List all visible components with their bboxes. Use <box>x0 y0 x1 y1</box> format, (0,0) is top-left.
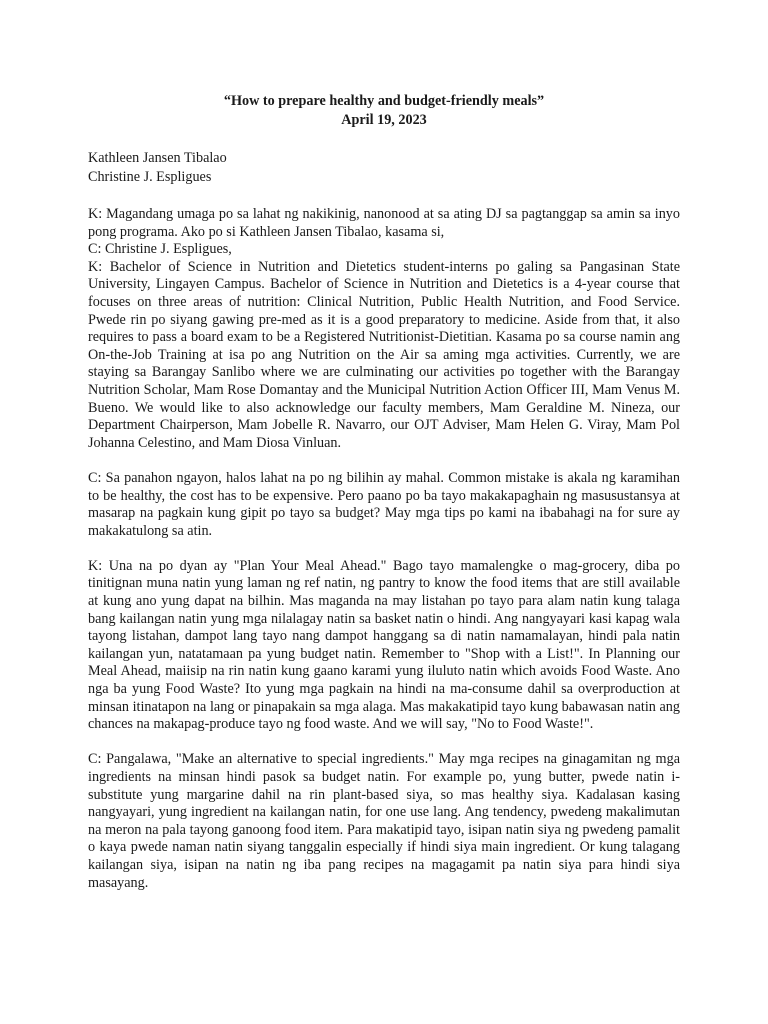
author-name: Christine J. Espligues <box>88 169 212 185</box>
author-list <box>88 149 680 187</box>
paragraph-intro <box>88 206 680 452</box>
paragraph-alternative-ingredients: C: Pangalawa, "Make an alternative to special ingredients." May mga recipes na ginagamitan ng mga ingredients na minsan hindi pasok sa budget natin. For example po, yung butter, pwede natin i-substitute yung margarine dahil na rin plant-based siya, so mas healthy siya. Kadalasan kasing nangyayari, yung ingredient na kailangan natin, for one use lang. Ang tendency, pwedeng makalimutan na meron na pala tayong ganoong food item. Para makatipid tayo, isipan natin siya ng pwedeng pamalit o kaya pwede naman natin siyang tanggalin especially if hindi siya main ingredient. Or kung talagang kailangan siya, isipan na natin ng iba pang recipes na magagamit pa natin siya para hindi siya masayang. <box>88 751 680 891</box>
document-title: “How to prepare healthy and budget-friendly meals” <box>223 93 545 109</box>
dialogue-line: K: Bachelor of Science in Nutrition and Dietetics student-interns po galing sa Pangasinan State University, Lingayen Campus. Bachelor of Science in Nutrition and Dietetics is a 4-year course that focuses on three areas of nutrition: Clinical Nutrition, Public Health Nutrition, and Food Service. Pwede rin po siyang gawing pre-med as it is a good preparatory to medicine. Aside from that, it also requires to pass a board exam to be a Registered Nutritionist-Dietitian. Kasama po sa course namin ang On-the-Job Training at isa po ang Nutrition on the Air sa aming mga activities. Currently, we are staying sa Barangay Sanlibo where we are culminating our activities po together with the Barangay Nutrition Scholar, Mam Rose Domantay and the Municipal Nutrition Action Officer III, Mam Venus M. Bueno. We would like to also acknowledge our faculty members, Mam Geraldine M. Nineza, our Department Chairperson, Mam Jobelle R. Navarro, our OJT Adviser, Mam Helen G. Viray, Mam Pol Johanna Celestino, and Mam Diosa Vinluan. <box>88 258 680 451</box>
dialogue-line: K: Magandang umaga po sa lahat ng nakikinig, nanonood at sa ating DJ sa pagtanggap sa amin sa inyo pong programa. Ako po si Kathleen Jansen Tibalao, kasama si, <box>88 206 680 240</box>
document-header <box>88 92 680 130</box>
document-page <box>88 92 680 910</box>
paragraph-plan-meal-ahead: K: Una na po dyan ay "Plan Your Meal Ahead." Bago tayo mamalengke o mag-grocery, diba po tinitignan muna natin yung laman ng ref natin, ng pantry to know the food items that are still available at kung ano yung dapat na bilhin. Mas maganda na may listahan po tayo para alam natin kung talaga bang kailangan natin yung mga nilalagay natin sa basket natin o hindi. Ang nangyayari kasi kapag wala tayong listahan, dampot lang tayo nang dampot hanggang sa di natin namamalayan, hindi pala natin kailangan yun, natatamaan pa yung budget natin. Remember to "Shop with a List!". In Planning our Meal Ahead, maiisip na rin natin kung gaano karami yung iluluto natin which avoids Food Waste. Ano nga ba yung Food Waste? Ito yung mga pagkain na hindi na ma-consume dahil sa overproduction at minsan itinatapon na lang or pinapakain sa mga alaga. Mas makakatipid tayo kung babawasan natin ang chances na makapag-produce tayo ng food waste. And we will say, "No to Food Waste!". <box>88 557 680 733</box>
paragraph-budget-tips-intro: C: Sa panahon ngayon, halos lahat na po ng bilihin ay mahal. Common mistake is akala ng karamihan to be healthy, the cost has to be expensive. Pero paano po ba tayo makakapaghain ng masusustansya at masarap na pagkain kung gipit po tayo sa budget? May mga tips po kami na ibabahagi na for sure ay makakatulong sa atin. <box>88 469 680 539</box>
dialogue-line: C: Christine J. Espligues, <box>88 241 232 258</box>
document-date: April 19, 2023 <box>341 112 427 128</box>
author-name: Kathleen Jansen Tibalao <box>88 150 227 166</box>
